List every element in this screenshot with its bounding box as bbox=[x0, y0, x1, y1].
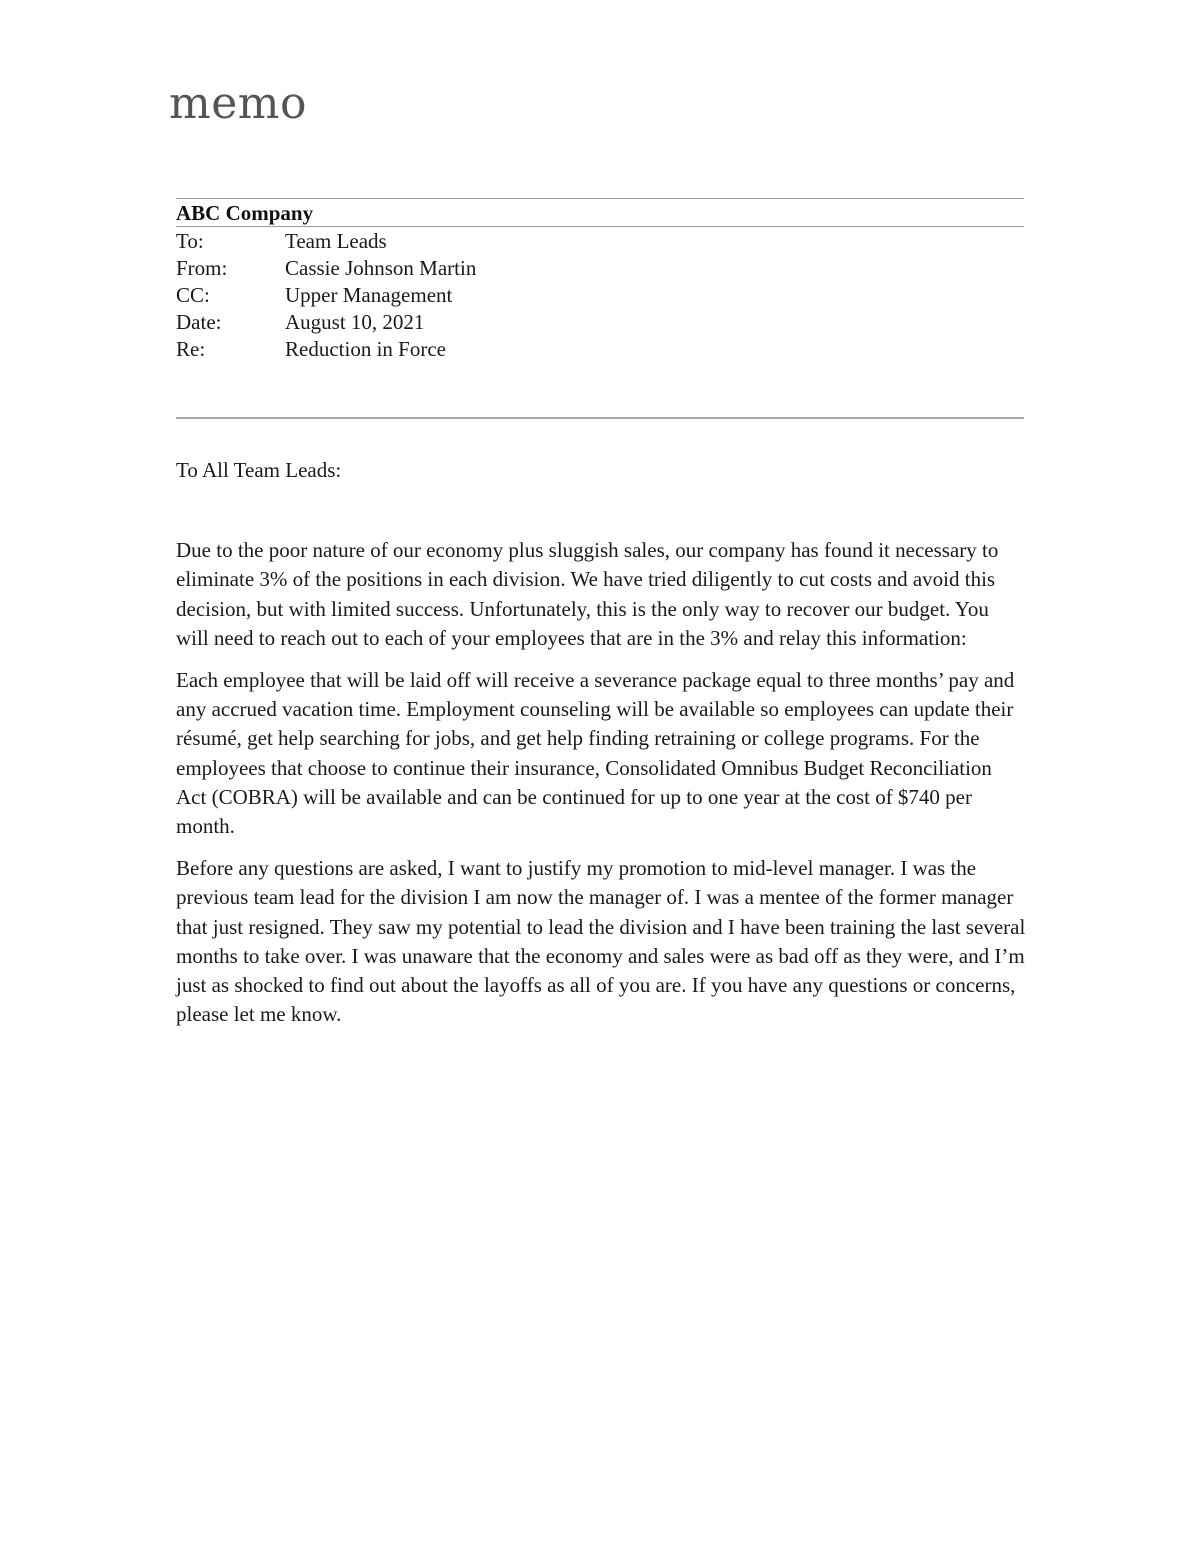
body-paragraph-2: Each employee that will be laid off will receive a severance package equal to three months’ pay and any accrued vacation time. Employment counseling will be available so employees can update their résumé, get help searching for jobs, and get help finding retraining or college programs. For the employees that choose to continue their insurance, Consolidated Omnibus Budget Reconciliation Act (COBRA) will be available and can be continued for up to one year at the cost of $740 per month. bbox=[176, 668, 1015, 839]
from-label: From: bbox=[176, 256, 228, 280]
re-value: Reduction in Force bbox=[285, 337, 446, 361]
date-field bbox=[176, 309, 1016, 336]
cc-value: Upper Management bbox=[285, 283, 453, 307]
header-bottom-divider bbox=[176, 417, 1024, 419]
memo-title: memo bbox=[169, 78, 307, 129]
to-value: Team Leads bbox=[285, 229, 387, 253]
re-field bbox=[176, 336, 1016, 363]
body-paragraph-3: Before any questions are asked, I want to justify my promotion to mid-level manager. I was the previous team lead for the division I am now the manager of. I was a mentee of the former manager that just resigned. They saw my potential to lead the division and I have been training the last several months to take over. I was unaware that the economy and sales were as bad off as they were, and I’m just as shocked to find out about the layoffs as all of you are. If you have any questions or concerns, please let me know. bbox=[176, 856, 1026, 1027]
memo-body bbox=[176, 456, 1026, 1042]
re-label: Re: bbox=[176, 337, 206, 361]
to-field bbox=[176, 228, 1016, 255]
from-value: Cassie Johnson Martin bbox=[285, 256, 477, 280]
to-label: To: bbox=[176, 229, 204, 253]
salutation: To All Team Leads: bbox=[176, 458, 342, 482]
company-divider bbox=[176, 226, 1024, 227]
memo-header-fields bbox=[176, 228, 1016, 363]
header-top-divider bbox=[176, 198, 1024, 199]
cc-field bbox=[176, 282, 1016, 309]
body-paragraph-1: Due to the poor nature of our economy plus sluggish sales, our company has found it necessary to eliminate 3% of the positions in each division. We have tried diligently to cut costs and avoid this decision, but with limited success. Unfortunately, this is the only way to recover our budget. You will need to reach out to each of your employees that are in the 3% and relay this information: bbox=[176, 538, 999, 650]
company-name: ABC Company bbox=[176, 201, 314, 225]
cc-label: CC: bbox=[176, 283, 210, 307]
from-field bbox=[176, 255, 1016, 282]
date-value: August 10, 2021 bbox=[285, 310, 425, 334]
date-label: Date: bbox=[176, 310, 222, 334]
